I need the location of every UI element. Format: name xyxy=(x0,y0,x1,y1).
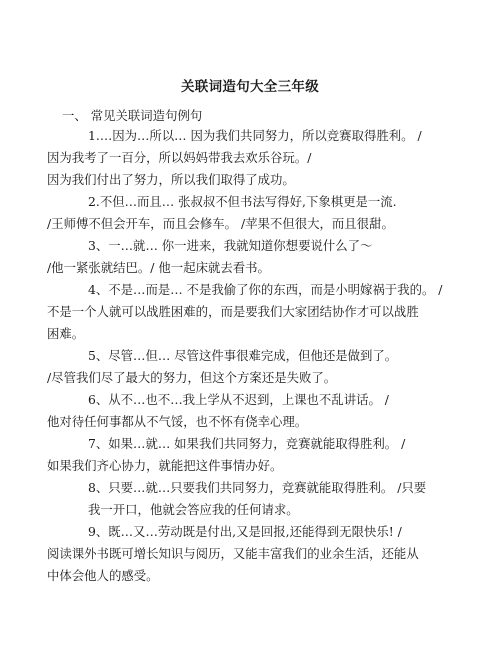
text-line-1: 1.…因为…所以… 因为我们共同努力，所以竞赛取得胜利。 / xyxy=(88,128,422,143)
section-heading: 一、 常见关联词造句例句 xyxy=(62,108,203,123)
text-line-15: 7、如果…就… 如果我们共同努力，竞赛就能取得胜利。 / xyxy=(88,436,406,451)
text-line-17: 8、只要…就…只要我们共同努力，竞赛就能取得胜利。 /只要 xyxy=(88,480,427,495)
text-line-8: 4、不是…而是… 不是我偷了你的东西，而是小明嫁祸于我的。 / xyxy=(88,282,443,297)
text-line-13: 6、从不…也不…我上学从不迟到，上课也不乱讲话。 / xyxy=(88,392,389,407)
text-line-21: 中体会他人的感受。 xyxy=(47,568,159,583)
text-line-20: 阅读课外书既可增长知识与阅历，又能丰富我们的业余生活，还能从 xyxy=(47,546,419,561)
text-line-2: 因为我考了一百分，所以妈妈带我去欢乐谷玩。/ xyxy=(47,150,312,165)
text-line-19: 9、既…又…劳动既是付出,又是回报,还能得到无限快乐! / xyxy=(88,524,402,539)
text-line-7: /他一紧张就结巴。/ 他一起床就去看书。 xyxy=(47,260,270,275)
document-title: 关联词造句大全三年级 xyxy=(181,79,319,95)
text-line-9: 不是一个人就可以战胜困难的，而是要我们大家团结协作才可以战胜 xyxy=(47,304,419,319)
text-line-16: 如果我们齐心协力，就能把这件事情办好。 xyxy=(47,458,283,473)
text-line-18: 我一开口，他就会答应我的任何请求。 xyxy=(88,502,299,517)
text-line-6: 3、一…就… 你一进来，我就知道你想要说什么了～ xyxy=(88,238,373,253)
text-line-4: 2.不但…而且… 张叔叔不但书法写得好,下象棋更是一流. xyxy=(88,194,397,209)
text-line-14: 他对待任何事都从不气馁，也不怀有侥幸心理。 xyxy=(47,414,308,429)
text-line-5: /王师傅不但会开车，而且会修车。 /苹果不但很大，而且很甜。 xyxy=(47,216,394,231)
text-line-12: /尽管我们尽了最大的努力，但这个方案还是失败了。 xyxy=(47,370,337,385)
text-line-10: 困难。 xyxy=(47,326,85,341)
text-line-11: 5、尽管…但… 尽管这件事很难完成，但他还是做到了。 xyxy=(88,348,398,363)
text-line-3: 因为我们付出了努力，所以我们取得了成功。 xyxy=(47,172,295,187)
